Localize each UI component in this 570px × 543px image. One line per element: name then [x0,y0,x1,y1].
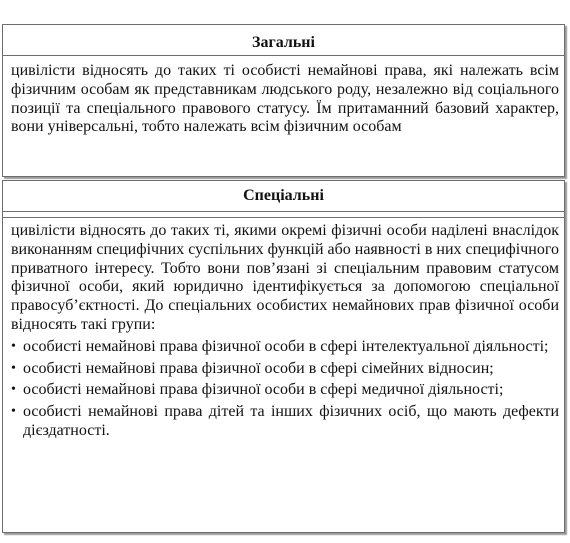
list-item [11,381,559,400]
general-rights-panel [2,24,565,177]
list-item-text: особисті немайнові права фізичної особи в сфері медичної діяльності; [23,381,504,399]
bullet-icon: • [11,382,16,398]
list-item [11,360,559,379]
list-item [11,403,559,441]
special-rights-body [3,218,564,441]
special-rights-groups-list [11,338,559,441]
general-rights-title: Загальні [3,25,564,56]
list-item-text: особисті немайнові права фізичної особи в сфері сімейних відносин; [23,359,494,377]
bullet-icon: • [11,338,16,354]
bullet-icon: • [11,404,16,420]
special-rights-text: цивілісти відносять до таких ті, якими окремі фізичні особи наділені внаслідок виконанням специфічних суспільних функцій або наявності в них специфічного приватного інтересу. Тобто вони пов’язані зі спеціальним правовим статусом фізичної особи, який юридично ідентифікується за допомогою спеціальної правосуб’єктності. До спеціальних особистих немайнових прав фізичної особи відносять такі групи: [11,222,559,333]
list-item [11,338,559,357]
general-rights-body [3,56,564,137]
list-item-text: особисті немайнові права дітей та інших фізичних осіб, що мають дефекти дієздатності. [23,403,559,439]
bullet-icon: • [11,360,16,376]
special-rights-panel [2,180,565,533]
list-item-text: особисті немайнові права фізичної особи в сфері інтелектуальної діяльності; [23,337,549,355]
special-rights-title: Спеціальні [3,181,564,212]
general-rights-text: цивілісти відносять до таких ті особисті немайнові права, які належать всім фізичним особам як представникам людського роду, незалежно від соціального позиції та спеціального правового статусу. Їм притаманний базовий характер, вони універсальні, тобто належать всім фізичним особам [11,62,559,136]
